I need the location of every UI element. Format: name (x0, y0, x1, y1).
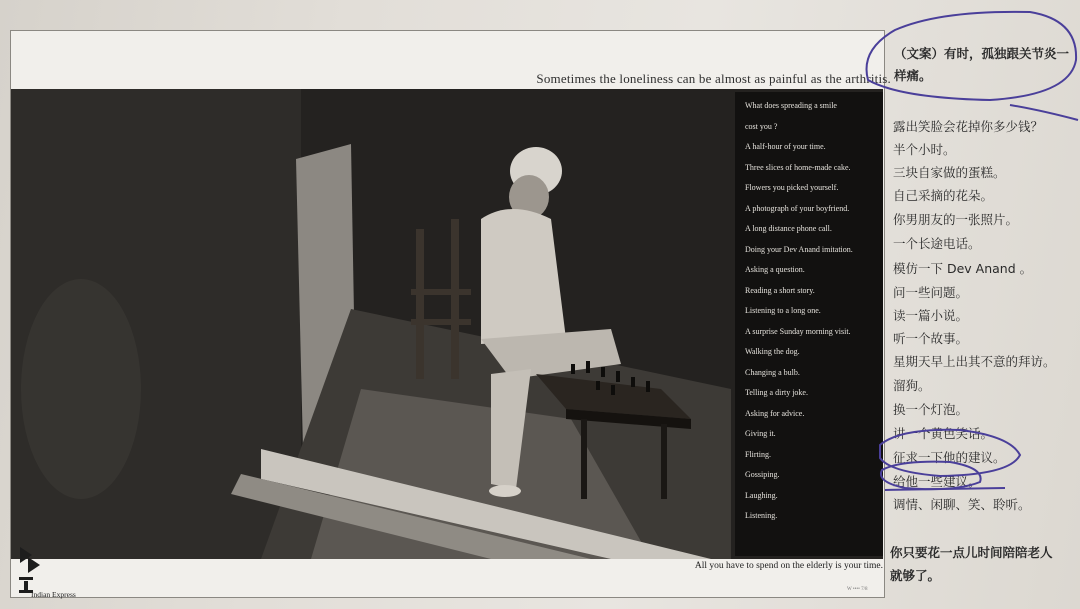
note-list-item: 一个长途电话。 (893, 236, 981, 251)
brand-name: Indian Express (31, 590, 76, 599)
list-item: Flirting. (745, 450, 772, 459)
list-item: A surprise Sunday morning visit. (745, 327, 851, 336)
list-item: Laughing. (745, 491, 778, 500)
note-list-item: 模仿一下 Dev Anand 。 (893, 261, 1033, 276)
note-list-item: 自己采摘的花朵。 (893, 188, 994, 203)
ad-headline: Sometimes the loneliness can be almost as painful as the arthritis. (536, 71, 891, 86)
note-list-item: 读一篇小说。 (893, 308, 969, 323)
fine-print: W •••• 7/8 (847, 587, 868, 592)
list-item: Changing a bulb. (745, 368, 800, 377)
note-list-item: 换一个灯泡。 (893, 402, 969, 417)
list-item: A photograph of your boyfriend. (745, 204, 850, 213)
note-list-item: 调情、闲聊、笑、聆听。 (893, 497, 1031, 512)
note-list-item: 星期天早上出其不意的拜访。 (893, 354, 1056, 369)
note-list-item: 你男朋友的一张照片。 (893, 212, 1019, 227)
list-item: A long distance phone call. (745, 224, 832, 233)
list-item: Asking for advice. (745, 409, 805, 418)
list-item: Reading a short story. (745, 286, 815, 295)
list-item: A half-hour of your time. (745, 142, 826, 151)
note-list-item: 三块自家做的蛋糕。 (893, 165, 1006, 180)
list-item: Doing your Dev Anand imitation. (745, 245, 853, 254)
note-list-item: 问一些问题。 (893, 285, 969, 300)
note-tagline-line1: 你只要花一点儿时间陪陪老人 (890, 545, 1053, 560)
list-item: Gossiping. (745, 470, 780, 479)
indian-express-logo-icon (16, 543, 46, 595)
list-item: Listening to a long one. (745, 306, 821, 315)
list-item: Three slices of home-made cake. (745, 163, 851, 172)
note-list-item: 溜狗。 (893, 378, 931, 393)
list-item: What does spreading a smile (745, 101, 837, 110)
note-list-item: 露出笑脸会花掉你多少钱？ (893, 119, 1044, 134)
note-tagline-line2: 就够了。 (890, 568, 941, 583)
note-list-item: 讲一个黄色笑话。 (893, 426, 994, 441)
note-list-item: 听一个故事。 (893, 331, 969, 346)
list-item: cost you ? (745, 122, 778, 131)
elderly-man-chess-illustration (11, 89, 883, 559)
list-item: Asking a question. (745, 265, 805, 274)
list-item: Walking the dog. (745, 347, 800, 356)
list-item: Giving it. (745, 429, 776, 438)
list-item: Flowers you picked yourself. (745, 183, 839, 192)
ad-tagline: All you have to spend on the elderly is your time. (694, 561, 883, 571)
list-item: Telling a dirty joke. (745, 388, 808, 397)
note-list-item: 半个小时。 (893, 142, 956, 157)
print-advertisement (10, 30, 891, 599)
note-headline-line1: （文案）有时，孤独跟关节炎一 (894, 46, 1070, 61)
ad-photograph (11, 89, 883, 559)
note-headline-line2: 样痛。 (894, 68, 932, 83)
note-list-item: 征求一下他的建议。 (893, 450, 1006, 465)
list-item: Listening. (745, 511, 778, 520)
note-list-item: 给他一些建议。 (893, 474, 981, 489)
